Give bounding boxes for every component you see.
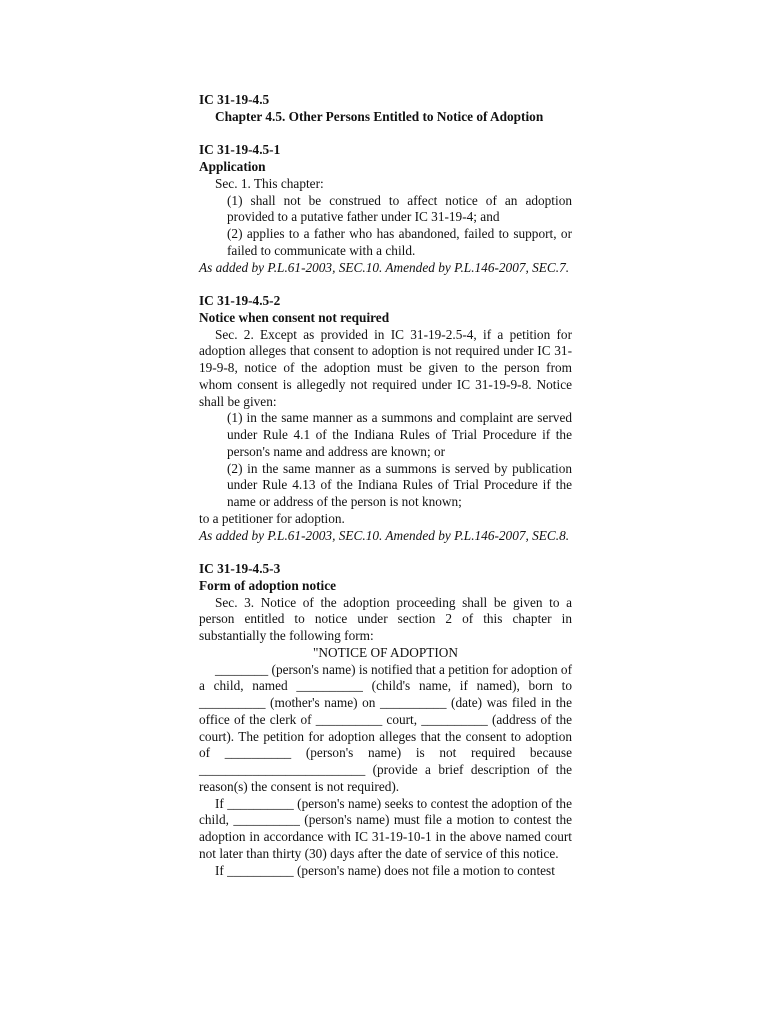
section-intro: Sec. 2. Except as provided in IC 31-19-2.5-4, if a petition for adoption alleges that consent to adoption is not required under IC 31-19-9-8, notice of the adoption must be given to the person from whom consent is allegedly not required under IC 31-19-9-8. Notice shall be given:: [199, 326, 572, 409]
section-intro: Sec. 3. Notice of the adoption proceeding shall be given to a person entitled to notice under section 2 of this chapter in substantially the following form:: [199, 594, 572, 643]
notice-form-title: "NOTICE OF ADOPTION: [312, 644, 459, 660]
section-closing: to a petitioner for adoption.: [199, 510, 345, 526]
section-heading: Application: [199, 159, 266, 174]
chapter-code: IC 31-19-4.5: [199, 92, 270, 107]
list-item: (1) shall not be construed to affect notice of an adoption provided to a putative father under IC 31-19-4; and: [227, 192, 572, 225]
notice-paragraph: ________ (person's name) is notified that a petition for adoption of a child, named __________ (child's name, if named), born to __________ (mother's name) on __________ (date) was filed in the office of the clerk of __________ court, __________ (address of the court). The petition for adoption alleges that the consent to adoption of __________ (person's name) is not required because _________________________ (provide a brief description of the reason(s) the consent is not required).: [199, 661, 572, 794]
section-heading: Notice when consent not required: [199, 309, 390, 325]
notice-paragraph: If __________ (person's name) seeks to contest the adoption of the child, __________ (person's name) must file a motion to contest the adoption in accordance with IC 31-19-10-1 in the above named court not later than thirty (30) days after the date of service of this notice.: [199, 795, 572, 861]
list-item: (2) in the same manner as a summons is served by publication under Rule 4.13 of the Indiana Rules of Trial Procedure if the name or address of the person is not known;: [227, 460, 572, 509]
notice-paragraph: If __________ (person's name) does not file a motion to contest: [215, 862, 555, 878]
statute-page: [199, 92, 572, 879]
list-item: (2) applies to a father who has abandoned, failed to support, or failed to communicate with a child.: [227, 226, 572, 258]
list-item: (1) in the same manner as a summons and complaint are served under Rule 4.1 of the Indiana Rules of Trial Procedure if the person's name and address are known; or: [227, 410, 572, 459]
section-heading: Form of adoption notice: [199, 577, 337, 593]
section-code: IC 31-19-4.5-2: [199, 293, 281, 308]
section-intro: Sec. 1. This chapter:: [215, 175, 324, 191]
history-note: As added by P.L.61-2003, SEC.10. Amended by P.L.146-2007, SEC.8.: [199, 527, 570, 543]
history-note: As added by P.L.61-2003, SEC.10. Amended by P.L.146-2007, SEC.7.: [199, 259, 570, 275]
chapter-title: Chapter 4.5. Other Persons Entitled to Notice of Adoption: [215, 108, 544, 124]
section-code: IC 31-19-4.5-1: [199, 142, 281, 158]
section-code: IC 31-19-4.5-3: [199, 561, 281, 576]
